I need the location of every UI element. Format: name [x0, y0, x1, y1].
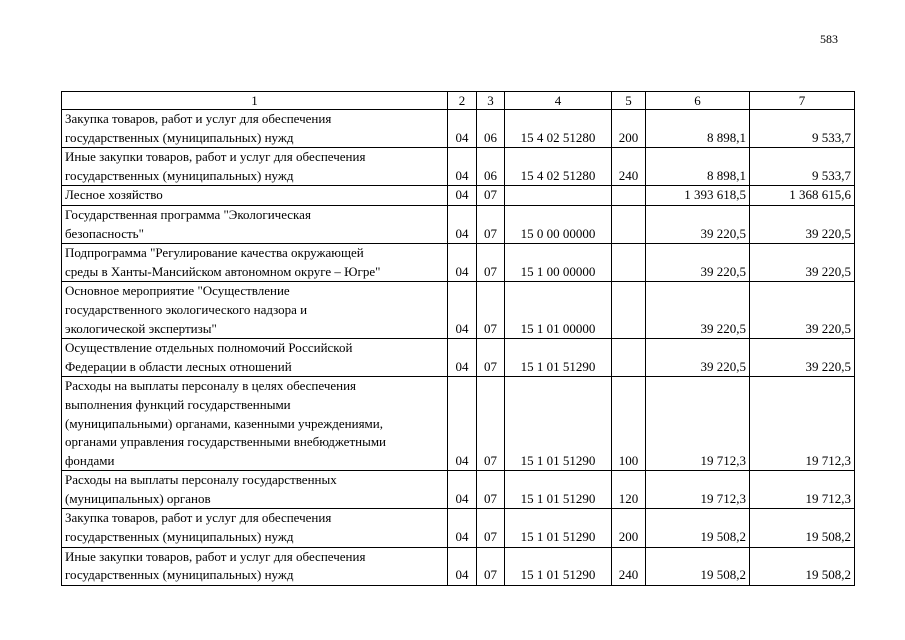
- row-sum-year-2: 1 368 615,6: [750, 186, 855, 206]
- row-sum-year-2: 19 508,2: [750, 547, 855, 585]
- table-row: [62, 509, 855, 547]
- row-subsection: 07: [477, 377, 505, 471]
- row-name: Иные закупки товаров, работ и услуг для обеспечения государственных (муниципальных) нужд: [62, 148, 448, 186]
- header-col-6: 6: [646, 92, 750, 110]
- row-target-article: 15 4 02 51280: [505, 110, 612, 148]
- row-expense-type: [612, 339, 646, 377]
- table-row: [62, 205, 855, 243]
- row-sum-year-2: 39 220,5: [750, 205, 855, 243]
- row-section: 04: [448, 471, 477, 509]
- row-sum-year-1: 8 898,1: [646, 110, 750, 148]
- table-row: [62, 339, 855, 377]
- row-target-article: 15 1 00 00000: [505, 244, 612, 282]
- table-row: [62, 186, 855, 206]
- row-subsection: 07: [477, 547, 505, 585]
- row-expense-type: 200: [612, 509, 646, 547]
- row-target-article: 15 1 01 51290: [505, 471, 612, 509]
- header-col-7: 7: [750, 92, 855, 110]
- table-row: [62, 282, 855, 339]
- row-target-article: 15 4 02 51280: [505, 148, 612, 186]
- row-expense-type: 120: [612, 471, 646, 509]
- row-section: 04: [448, 377, 477, 471]
- row-sum-year-1: 19 508,2: [646, 547, 750, 585]
- row-subsection: 07: [477, 509, 505, 547]
- table-row: [62, 244, 855, 282]
- table-row: [62, 377, 855, 471]
- row-name: Иные закупки товаров, работ и услуг для обеспечения государственных (муниципальных) нужд: [62, 547, 448, 585]
- row-expense-type: [612, 205, 646, 243]
- row-name: Государственная программа "Экологическая безопасность": [62, 205, 448, 243]
- row-expense-type: [612, 244, 646, 282]
- row-sum-year-1: 39 220,5: [646, 282, 750, 339]
- row-expense-type: 240: [612, 148, 646, 186]
- row-name: Расходы на выплаты персоналу государственных (муниципальных) органов: [62, 471, 448, 509]
- table-row: [62, 148, 855, 186]
- row-section: 04: [448, 186, 477, 206]
- header-row: [62, 92, 855, 110]
- header-col-4: 4: [505, 92, 612, 110]
- row-subsection: 07: [477, 205, 505, 243]
- row-expense-type: 100: [612, 377, 646, 471]
- row-name: Подпрограмма "Регулирование качества окружающей среды в Ханты-Мансийском автономном округе – Югре": [62, 244, 448, 282]
- row-sum-year-1: 8 898,1: [646, 148, 750, 186]
- row-section: 04: [448, 509, 477, 547]
- row-sum-year-2: 9 533,7: [750, 148, 855, 186]
- row-section: 04: [448, 547, 477, 585]
- header-col-1: 1: [62, 92, 448, 110]
- row-subsection: 07: [477, 282, 505, 339]
- table-row: [62, 471, 855, 509]
- row-target-article: 15 1 01 51290: [505, 547, 612, 585]
- row-sum-year-1: 39 220,5: [646, 339, 750, 377]
- row-sum-year-2: 19 712,3: [750, 471, 855, 509]
- row-expense-type: [612, 186, 646, 206]
- row-target-article: 15 0 00 00000: [505, 205, 612, 243]
- row-subsection: 07: [477, 339, 505, 377]
- row-expense-type: [612, 282, 646, 339]
- table-row: [62, 547, 855, 585]
- row-sum-year-2: 19 508,2: [750, 509, 855, 547]
- budget-table: [61, 91, 855, 586]
- page-number: 583: [820, 32, 838, 46]
- row-name: Расходы на выплаты персоналу в целях обеспечения выполнения функций государственными (муниципальными) органами, казенными учреждениями, органами управления государственными внебюджетными фондами: [62, 377, 448, 471]
- row-target-article: [505, 186, 612, 206]
- row-sum-year-1: 39 220,5: [646, 205, 750, 243]
- table-row: [62, 110, 855, 148]
- row-name: Закупка товаров, работ и услуг для обеспечения государственных (муниципальных) нужд: [62, 509, 448, 547]
- row-section: 04: [448, 148, 477, 186]
- header-col-5: 5: [612, 92, 646, 110]
- row-subsection: 07: [477, 244, 505, 282]
- row-sum-year-2: 39 220,5: [750, 339, 855, 377]
- row-sum-year-2: 9 533,7: [750, 110, 855, 148]
- row-name: Закупка товаров, работ и услуг для обеспечения государственных (муниципальных) нужд: [62, 110, 448, 148]
- row-target-article: 15 1 01 00000: [505, 282, 612, 339]
- row-target-article: 15 1 01 51290: [505, 339, 612, 377]
- row-sum-year-1: 19 712,3: [646, 377, 750, 471]
- row-subsection: 06: [477, 148, 505, 186]
- row-subsection: 06: [477, 110, 505, 148]
- header-col-3: 3: [477, 92, 505, 110]
- row-sum-year-1: 19 712,3: [646, 471, 750, 509]
- row-subsection: 07: [477, 471, 505, 509]
- row-target-article: 15 1 01 51290: [505, 509, 612, 547]
- row-sum-year-2: 39 220,5: [750, 244, 855, 282]
- row-expense-type: 240: [612, 547, 646, 585]
- row-name: Осуществление отдельных полномочий Российской Федерации в области лесных отношений: [62, 339, 448, 377]
- row-subsection: 07: [477, 186, 505, 206]
- row-section: 04: [448, 282, 477, 339]
- row-section: 04: [448, 110, 477, 148]
- row-sum-year-1: 19 508,2: [646, 509, 750, 547]
- row-sum-year-1: 39 220,5: [646, 244, 750, 282]
- row-sum-year-1: 1 393 618,5: [646, 186, 750, 206]
- row-sum-year-2: 19 712,3: [750, 377, 855, 471]
- row-section: 04: [448, 339, 477, 377]
- row-section: 04: [448, 205, 477, 243]
- row-sum-year-2: 39 220,5: [750, 282, 855, 339]
- row-target-article: 15 1 01 51290: [505, 377, 612, 471]
- row-expense-type: 200: [612, 110, 646, 148]
- row-name: Основное мероприятие "Осуществление государственного экологического надзора и экологической экспертизы": [62, 282, 448, 339]
- row-section: 04: [448, 244, 477, 282]
- row-name: Лесное хозяйство: [62, 186, 448, 206]
- header-col-2: 2: [448, 92, 477, 110]
